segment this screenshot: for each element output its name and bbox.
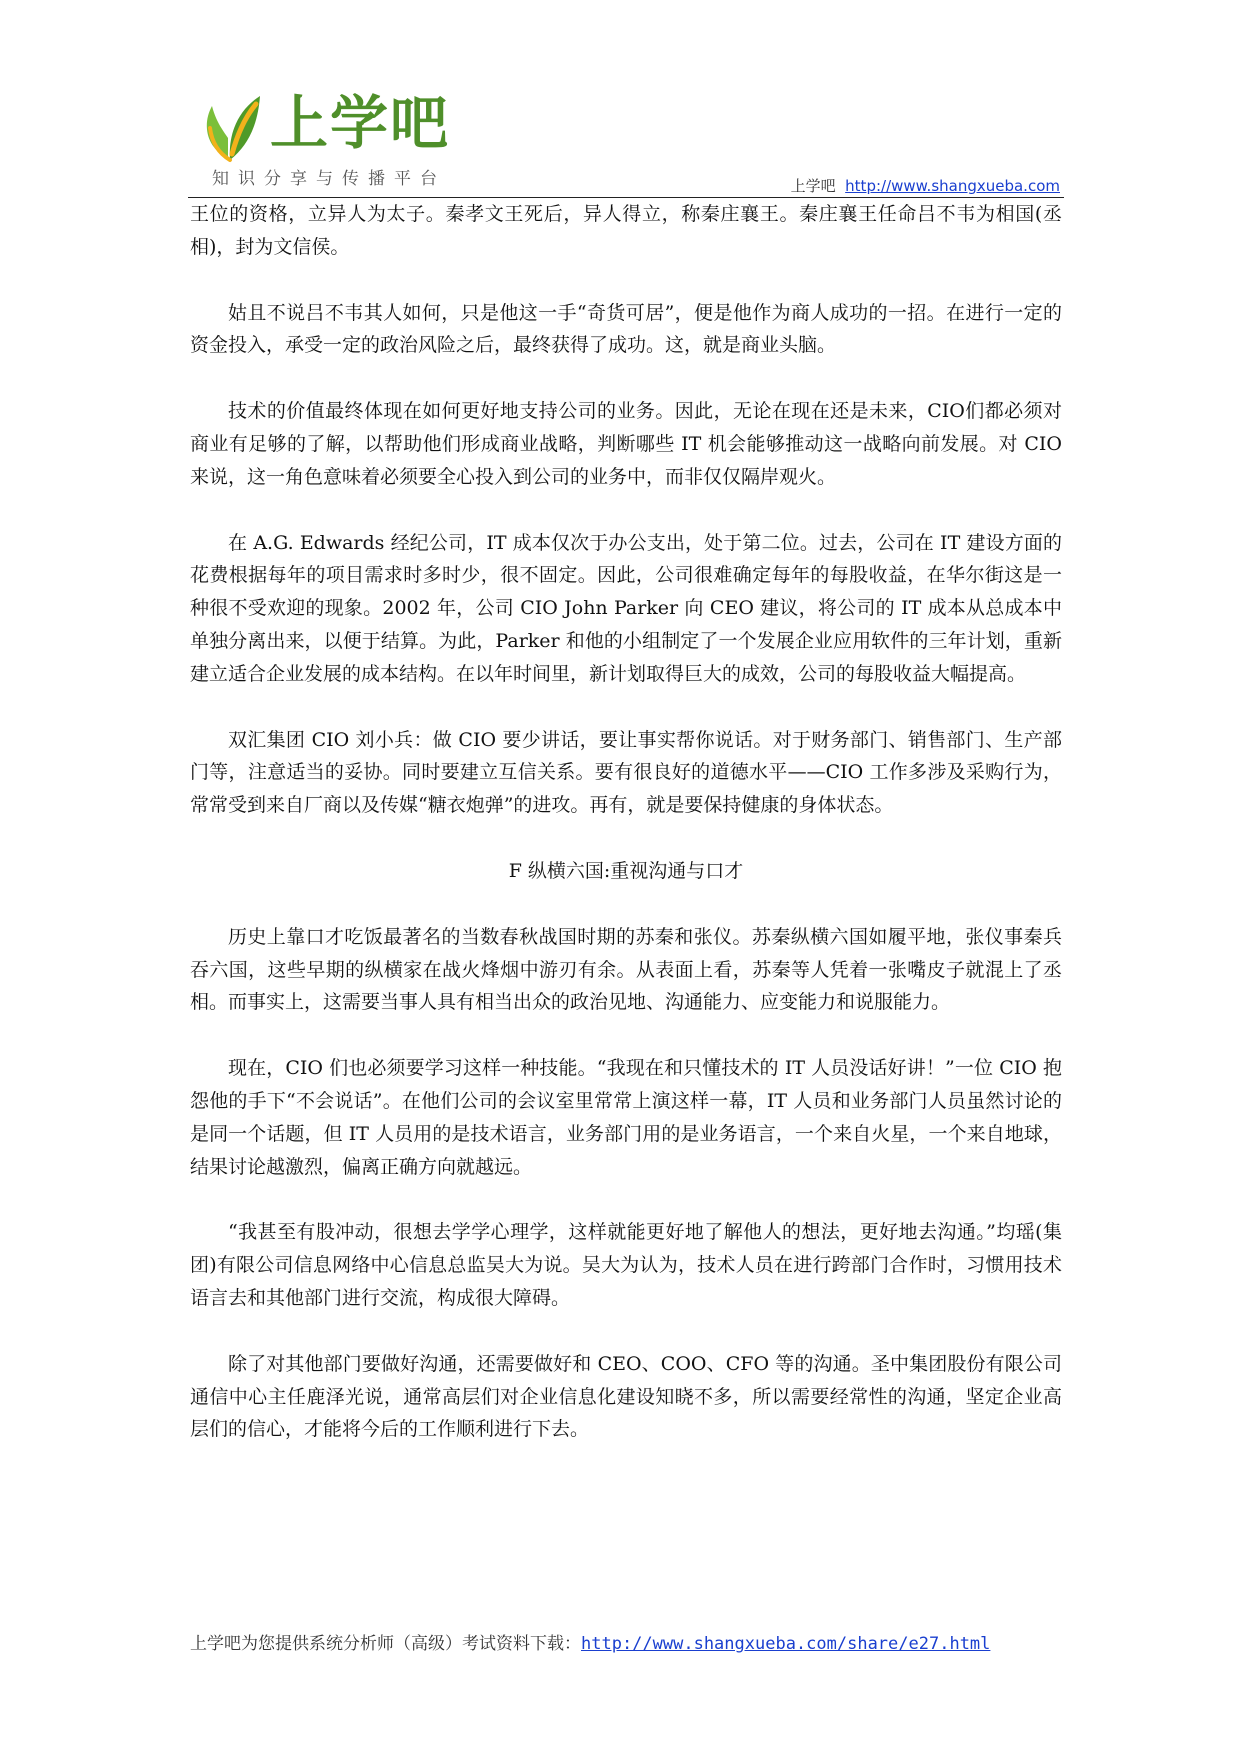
footer-text: 上学吧为您提供系统分析师（高级）考试资料下载： [190, 1634, 581, 1654]
page-header [188, 88, 1064, 198]
footer-download-link[interactable]: http://www.shangxueba.com/share/e27.html [581, 1634, 991, 1654]
paragraph: 双汇集团 CIO 刘小兵：做 CIO 要少讲话，要让事实帮你说话。对于财务部门、销售部门、生产部门等，注意适当的妥协。同时要建立互信关系。要有很良好的道德水平——CIO 工作多涉及采购行为，常常受到来自厂商以及传媒“糖衣炮弹”的进攻。再有，就是要保持健康的身体状态。 [190, 728, 1062, 817]
section-title: F 纵横六国:重视沟通与口才 [508, 859, 744, 882]
paragraph: “我甚至有股冲动，很想去学学心理学，这样就能更好地了解他人的想法，更好地去沟通。”均瑶(集团)有限公司信息网络中心信息总监吴大为说。吴大为认为，技术人员在进行跨部门合作时，习惯用技术语言去和其他部门进行交流，构成很大障碍。 [190, 1221, 1062, 1309]
leaf-logo-icon [198, 88, 268, 168]
paragraph: 王位的资格，立异人为太子。秦孝文王死后，异人得立，称秦庄襄王。秦庄襄王任命吕不韦为相国(丞相)，封为文信侯。 [190, 203, 1062, 258]
paragraph: 历史上靠口才吃饭最著名的当数春秋战国时期的苏秦和张仪。苏秦纵横六国如履平地，张仪事秦兵吞六国，这些早期的纵横家在战火烽烟中游刃有余。从表面上看，苏秦等人凭着一张嘴皮子就混上了丞相。而事实上，这需要当事人具有相当出众的政治见地、沟通能力、应变能力和说服能力。 [190, 925, 1062, 1014]
paragraph: 现在，CIO 们也必须要学习这样一种技能。“我现在和只懂技术的 IT 人员没话好讲！”一位 CIO 抱怨他的手下“不会说话”。在他们公司的会议室里常常上演这样一幕，IT 人员和业务部门人员虽然讨论的是同一个话题，但 IT 人员用的是技术语言，业务部门用的是业务语言，一个来自火星，一个来自地球，结果讨论越激烈，偏离正确方向就越远。 [190, 1057, 1062, 1178]
paragraph: 姑且不说吕不韦其人如何，只是他这一手“奇货可居”，便是他作为商人成功的一招。在进行一定的资金投入，承受一定的政治风险之后，最终获得了成功。这，就是商业头脑。 [190, 301, 1062, 357]
logo-tagline: 知识分享与传播平台 [212, 169, 446, 189]
logo-name: 上学吧 [270, 89, 451, 157]
paragraph: 除了对其他部门要做好沟通，还需要做好和 CEO、COO、CFO 等的沟通。圣中集团股份有限公司通信中心主任鹿泽光说，通常高层们对企业信息化建设知晓不多，所以需要经常性的沟通，坚定企业高层们的信心，才能将今后的工作顺利进行下去。 [190, 1352, 1062, 1441]
paragraph: 技术的价值最终体现在如何更好地支持公司的业务。因此，无论在现在还是未来，CIO们都必须对商业有足够的了解，以帮助他们形成商业战略，判断哪些 IT 机会能够推动这一战略向前发展。对 CIO 来说，这一角色意味着必须要全心投入到公司的业务中，而非仅仅隔岸观火。 [190, 400, 1062, 488]
page-footer [190, 1629, 1062, 1654]
document-body [190, 198, 1062, 1446]
header-site-url[interactable]: http://www.shangxueba.com [845, 177, 1060, 195]
header-site-link [791, 175, 1060, 196]
paragraph: 在 A.G. Edwards 经纪公司，IT 成本仅次于办公支出，处于第二位。过去，公司在 IT 建设方面的花费根据每年的项目需求时多时少，很不固定。因此，公司很难确定每年的每股收益，在华尔街这是一种很不受欢迎的现象。2002 年，公司 CIO John Parker 向 CEO 建议，将公司的 IT 成本从总成本中单独分离出来，以便于结算。为此，Parker 和他的小组制定了一个发展企业应用软件的三年计划，重新建立适合企业发展的成本结构。在以年时间里，新计划取得巨大的成效，公司的每股收益大幅提高。 [190, 531, 1062, 685]
header-site-label: 上学吧 [790, 177, 836, 195]
site-logo[interactable] [198, 88, 451, 189]
